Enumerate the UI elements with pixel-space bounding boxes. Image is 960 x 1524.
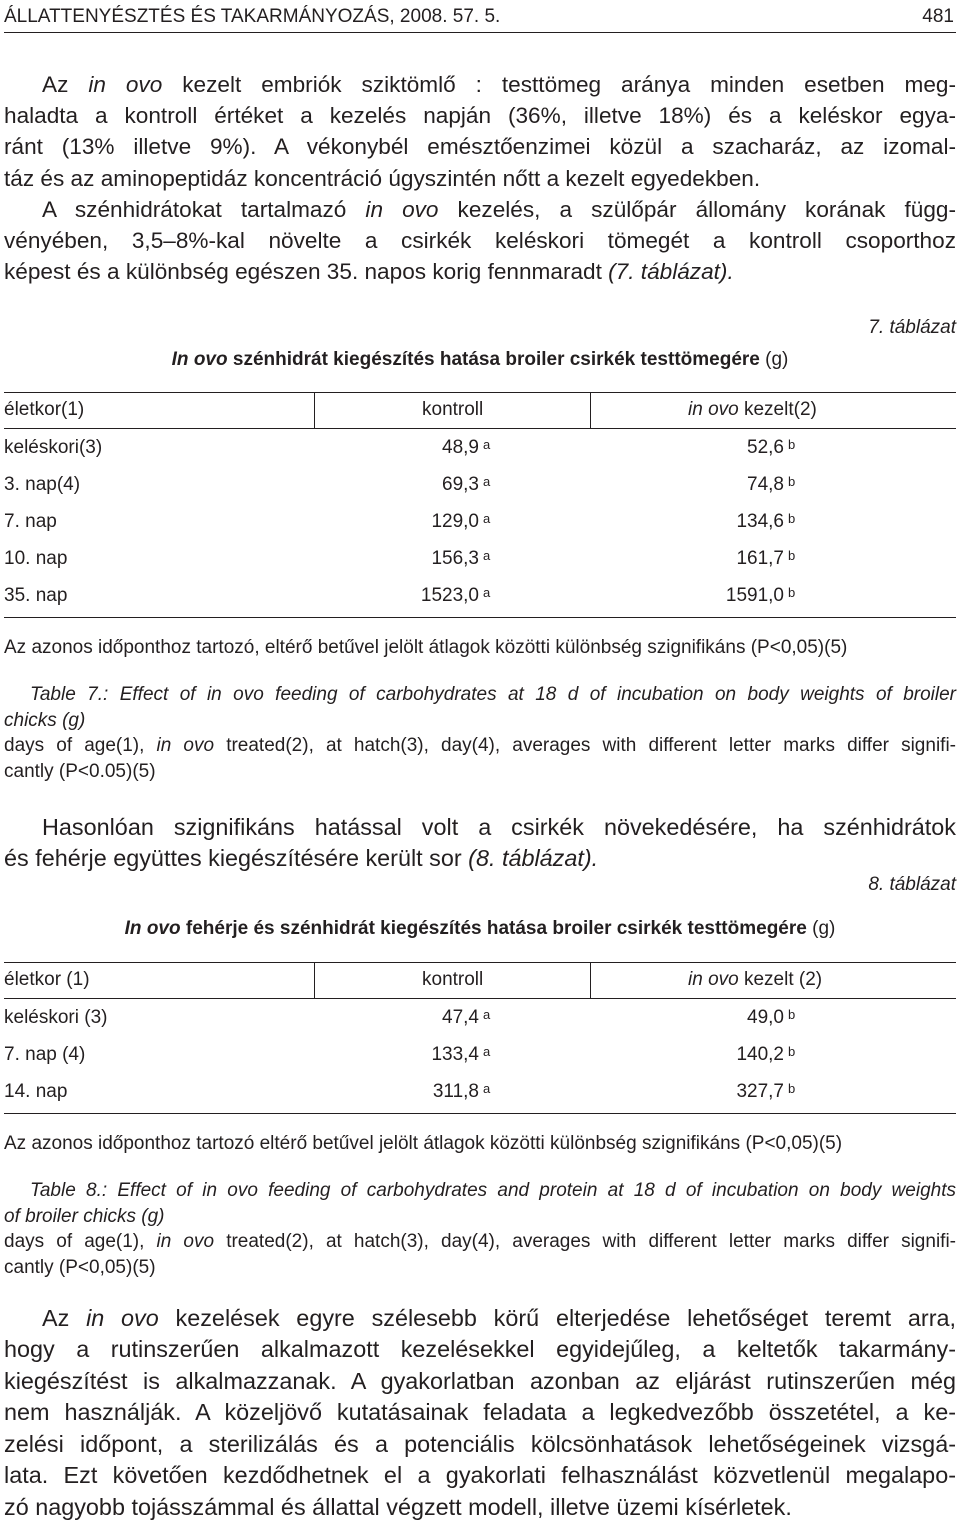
para3-line-1: Az in ovo kezelések egyre szélesebb körű elterjedése lehetőséget teremt arra, xyxy=(42,1305,957,1331)
table8-note: Az azonos időponthoz tartozó eltérő betűvel jelölt átlagok közötti különbség szignifikáns (P<0,05)(5) xyxy=(4,1133,843,1154)
table7-eng-line-3: days of age(1), in ovo treated(2), at hatch(3), day(4), averages with different letter marks differ signifi- xyxy=(4,735,956,756)
table8-eng-line-4: cantly (P<0,05)(5) xyxy=(4,1256,156,1278)
para1-line-4: táz és az aminopeptidáz koncentráció úgyszintén nőtt a kezelt egyedekben. xyxy=(4,165,761,191)
table-row: 14. nap 311,8 a 327,7 b xyxy=(4,1081,796,1102)
paragraph-3 xyxy=(42,1303,956,1335)
para3-line-7: zó nagyobb tojásszámmal és állattal végzett modell, illetve üzemi kísérletek. xyxy=(4,1493,792,1520)
table8-bottom-rule xyxy=(4,1113,956,1114)
page-number: 481 xyxy=(922,6,954,27)
para3-line-5: zelési időpont, a sterilizálás és a potenciális kölcsönhatások lehetőségeinek vizsgá- xyxy=(4,1430,956,1457)
table8-eng-line-3: days of age(1), in ovo treated(2), at hatch(3), day(4), averages with different letter marks differ signifi- xyxy=(4,1231,956,1252)
running-header xyxy=(4,6,956,33)
para1-line-3: ránt (13% illetve 9%). A vékonybél emésztőenzimei közül a szacharáz, az izomal- xyxy=(4,134,956,160)
paragraph-2-cont xyxy=(4,843,956,875)
table8-col-age: életkor (1) xyxy=(4,969,90,990)
paragraph-2 xyxy=(42,812,956,844)
table8-header-row xyxy=(4,969,956,995)
table7-col-age: életkor(1) xyxy=(4,399,85,420)
table8-col-treated: in ovo kezelt (2) xyxy=(688,969,823,990)
table8-col-control: kontroll xyxy=(422,969,484,990)
table7-col-treated: in ovo kezelt(2) xyxy=(688,399,817,420)
para2-line-1: Hasonlóan szignifikáns hatással volt a csirkék növekedésére, ha szénhidrátok xyxy=(42,814,956,840)
table-row: 7. nap (4) 133,4 a 140,2 b xyxy=(4,1044,796,1065)
para1-line-5-wrap xyxy=(42,194,956,225)
para3-line-2: hogy a rutinszerűen alkalmazott kezelésekkel egyidejűleg, a keltetők takarmány- xyxy=(4,1336,956,1362)
para3-line-3: kiegészítést is alkalmazzanak. A gyakorlatban azonban az eljárást rutinszerűen még xyxy=(4,1367,956,1394)
para1-line-1: Az in ovo kezelt embriók sziktömlő : testtömeg aránya minden esetben meg- xyxy=(42,72,956,97)
table-row: keléskori (3) 47,4 a 49,0 b xyxy=(4,1007,796,1028)
para1-line-6: vényében, 3,5‒8%-kal növelte a csirkék keléskori tömegét a kontroll csoporthoz xyxy=(4,228,956,253)
para1-line-6-7 xyxy=(4,225,956,288)
table-row: 3. nap(4) 69,3 a 74,8 b xyxy=(4,474,796,495)
table7-eng-line-2: chicks (g) xyxy=(4,709,86,731)
para3-line-4: nem használják. A közeljövő kutatásainak feladata a legkedvezőbb összetétel, a ke- xyxy=(4,1399,956,1426)
para2-line-2: és fehérje együttes kiegészítésére került sor (8. táblázat). xyxy=(4,845,599,871)
table8-top-rule xyxy=(4,962,956,963)
para1-line-5: A szénhidrátokat tartalmazó in ovo kezelés, a szülőpár állomány korának függ- xyxy=(42,197,956,222)
table8-header-rule xyxy=(4,998,956,999)
table7-note: Az azonos időponthoz tartozó, eltérő betűvel jelölt átlagok közötti különbség szignifikáns (P<0,05)(5) xyxy=(4,637,848,658)
paragraph-3-cont xyxy=(4,1334,956,1524)
table7-english-caption xyxy=(4,682,956,784)
table8-english-caption xyxy=(4,1178,956,1280)
para1-line-7: képest és a különbség egészen 35. napos korig fennmaradt (7. táblázat). xyxy=(4,259,734,285)
table-row: 7. nap 129,0 a 134,6 b xyxy=(4,511,796,532)
table7-eng-line-1: Table 7.: Effect of in ovo feeding of carbohydrates at 18 d of incubation on body weights of broiler xyxy=(30,684,957,705)
table8-title: In ovo fehérje és szénhidrát kiegészítés hatása broiler csirkék testtömegére (g) xyxy=(124,918,836,939)
table-row: 10. nap 156,3 a 161,7 b xyxy=(4,548,796,569)
table7-eng-line-4: cantly (P<0.05)(5) xyxy=(4,760,156,782)
table7-bottom-rule xyxy=(4,617,956,618)
table8-eng-line-1: Table 8.: Effect of in ovo feeding of carbohydrates and protein at 18 d of incubation on body weights xyxy=(30,1180,956,1201)
table7-tag: 7. táblázat xyxy=(868,317,956,338)
journal-title: ÁLLATTENYÉSZTÉS ÉS TAKARMÁNYOZÁS, 2008. 57. 5. xyxy=(4,6,501,27)
table7-col-control: kontroll xyxy=(422,399,484,420)
table8-tag: 8. táblázat xyxy=(868,874,956,895)
para3-line-6: lata. Ezt követően kezdődhetnek el a gyakorlati felhasználást közvetlenül megalapo- xyxy=(4,1462,956,1489)
table-row: keléskori(3) 48,9 a 52,6 b xyxy=(4,437,796,458)
paragraph-1-cont xyxy=(4,100,956,194)
paragraph-1 xyxy=(42,69,956,100)
table7-header-row xyxy=(4,399,956,425)
table-row: 35. nap 1523,0 a 1591,0 b xyxy=(4,585,796,606)
para1-line-2: haladta a kontroll értéket a kezelés napján (36%, illetve 18%) és a keléskor egya- xyxy=(4,103,956,128)
table8-eng-line-2: of broiler chicks (g) xyxy=(4,1205,165,1227)
table7-header-rule xyxy=(4,428,956,429)
table7-top-rule xyxy=(4,392,956,393)
table7-title: In ovo szénhidrát kiegészítés hatása broiler csirkék testtömegére (g) xyxy=(171,349,789,370)
